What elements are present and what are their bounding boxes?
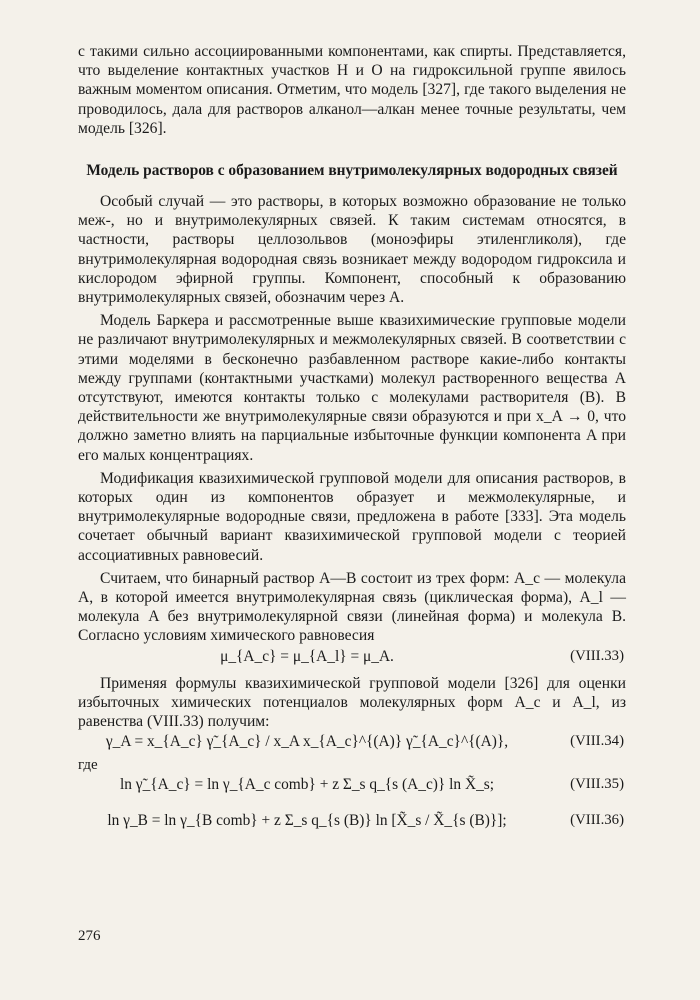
equation-number: (VIII.35) bbox=[570, 776, 624, 793]
equation-viii-36 bbox=[78, 810, 626, 846]
paragraph-1: Особый случай — это растворы, в которых возможно образование не только меж-, но и внутримолекулярных связей. К таким системам относятся, в частности, растворы целлозольвов (моноэфиры этиленгликоля), где внутримолекулярная водородная связь возникает между водородом гидроксила и кислородом эфирной группы. Компонент, способный к образованию внутримолекулярных связей, обозначим через A. bbox=[78, 193, 626, 307]
page-number: 276 bbox=[78, 928, 101, 944]
page-body bbox=[78, 42, 626, 846]
equation-viii-33 bbox=[78, 646, 626, 670]
paragraph-3: Модификация квазихимической групповой модели для описания растворов, в которых один из компонентов образует и межмолекулярные, и внутримолекулярные водородные связи, предложена в работе [333]. Эта модель сочетает обычный вариант квазихимической групповой модели с теорией ассоциативных равновесий. bbox=[78, 469, 626, 564]
equation-viii-34 bbox=[78, 731, 626, 755]
equation-number: (VIII.34) bbox=[570, 733, 624, 750]
equation-expression: γ_A = x_{A_c} γ̃_{A_c} / x_A x_{A_c}^{(A)} γ̃_{A_c}^{(A)}, bbox=[105, 733, 509, 751]
section-title: Модель растворов с образованием внутримолекулярных водородных связей bbox=[86, 162, 618, 180]
equation-expression: ln γ_B = ln γ_{B comb} + z Σ_s q_{s (B)} ln [X̃_s / X̃_{s (B)}]; bbox=[107, 812, 507, 830]
intro-paragraph: с такими сильно ассоциированными компонентами, как спирты. Представляется, что выделение контактных участков H и O на гидроксильной группе явилось важным моментом описания. Отметим, что модель [327], где такого выделения не проводилось, дала для растворов алканол—алкан менее точные результаты, чем модель [326]. bbox=[78, 43, 626, 137]
paragraph-2: Модель Баркера и рассмотренные выше квазихимические групповые модели не различают внутримолекулярных и межмолекулярных связей. В соответствии с этими моделями в бесконечно разбавленном растворе какие-либо контакты между группами (контактными участками) молекул растворенного вещества A отсутствуют, имеются контакты только с молекулами растворителя (B). В действительности же внутримолекулярные связи образуются и при x_A → 0, что должно заметно влиять на парциальные избыточные функции компонента A при его малых концентрациях. bbox=[78, 312, 626, 464]
paragraph-4: Считаем, что бинарный раствор A—B состоит из трех форм: A_c — молекула A, в которой имеется внутримолекулярная связь (циклическая форма), A_l — молекула A без внутримолекулярной связи (линейная форма) и молекула B. Согласно условиям химического равновесия bbox=[78, 569, 626, 645]
equation-number: (VIII.36) bbox=[570, 812, 624, 829]
where-label: где bbox=[78, 757, 98, 774]
equation-number: (VIII.33) bbox=[570, 647, 624, 664]
equation-expression: ln γ̃_{A_c} = ln γ_{A_c comb} + z Σ_s q_{s (A_c)} ln X̃_s; bbox=[119, 776, 495, 794]
paragraph-5: Применяя формулы квазихимической групповой модели [326] для оценки избыточных химических потенциалов молекулярных форм A_c и A_l, из равенства (VIII.33) получим: bbox=[78, 674, 626, 731]
equation-viii-35 bbox=[78, 774, 626, 810]
equation-expression: μ_{A_c} = μ_{A_l} = μ_A. bbox=[220, 647, 394, 665]
